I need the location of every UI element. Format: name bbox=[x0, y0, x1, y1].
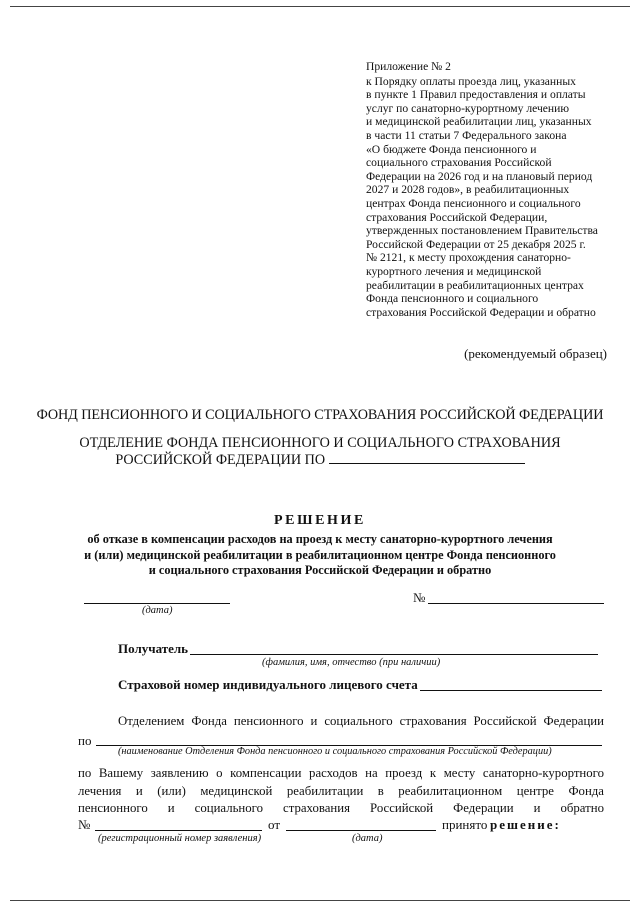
date-caption: (дата) bbox=[142, 605, 173, 616]
appendix-block bbox=[366, 60, 628, 319]
fund-name: ФОНД ПЕНСИОННОГО И СОЦИАЛЬНОГО СТРАХОВАНИЯ РОССИЙСКОЙ ФЕДЕРАЦИИ bbox=[36, 407, 604, 423]
from-label: от bbox=[268, 817, 281, 832]
number-label: № bbox=[413, 590, 426, 605]
branch-line-2-text: РОССИЙСКОЙ ФЕДЕРАЦИИ ПО bbox=[115, 452, 326, 468]
appendix-line: и медицинской реабилитации лиц, указанных bbox=[366, 115, 592, 129]
appendix-line: № 2121, к месту прохождения санаторно- bbox=[366, 251, 571, 265]
branch-line-2 bbox=[0, 451, 640, 468]
decision-title: РЕШЕНИЕ bbox=[274, 513, 366, 528]
snils-label: Страховой номер индивидуального лицевого счета bbox=[118, 677, 418, 692]
decision-word: решение: bbox=[490, 817, 561, 832]
reg-number-field[interactable] bbox=[95, 830, 262, 831]
number-field[interactable] bbox=[428, 603, 604, 604]
appendix-line: Федерации на 2026 год и на плановый период bbox=[366, 169, 593, 183]
snils-field[interactable] bbox=[420, 690, 602, 691]
reg-number-caption: (регистрационный номер заявления) bbox=[98, 833, 262, 844]
appendix-line: страхования Российской Федерации, bbox=[366, 210, 548, 224]
branch-caption: (наименование Отделения Фонда пенсионного и социального страхования Российской Федерации) bbox=[118, 746, 552, 757]
appendix-line: 2027 и 2028 годов», в реабилитационных bbox=[366, 183, 570, 197]
statement-line-2: лечения и (или) медицинской реабилитации в реабилитационном центре Фонда bbox=[78, 784, 604, 798]
appendix-line: «О бюджете Фонда пенсионного и bbox=[366, 142, 537, 156]
decision-subtitle-line: и (или) медицинской реабилитации в реабилитационном центре Фонда пенсионного bbox=[84, 547, 556, 562]
decision-subtitle bbox=[0, 532, 640, 579]
appendix-line: в пункте 1 Правил предоставления и оплаты bbox=[366, 88, 586, 102]
decision-subtitle-line: и социального страхования Российской Федерации и обратно bbox=[148, 563, 492, 578]
appendix-line: Фонда пенсионного и социального bbox=[366, 292, 539, 306]
reg-number-label: № bbox=[78, 817, 91, 832]
appendix-line: в части 11 статьи 7 Федерального закона bbox=[366, 128, 567, 142]
branch-region-field[interactable] bbox=[329, 451, 525, 464]
recipient-caption: (фамилия, имя, отчество (при наличии) bbox=[262, 657, 441, 668]
appendix-line: страхования Российской Федерации и обратно bbox=[366, 305, 596, 319]
sample-note: (рекомендуемый образец) bbox=[464, 346, 607, 361]
appendix-line: центрах Фонда пенсионного и социального bbox=[366, 196, 581, 210]
reg-date-field[interactable] bbox=[286, 830, 436, 831]
appendix-line: курортного лечения и медицинской bbox=[366, 264, 542, 278]
po-label: по bbox=[78, 733, 92, 748]
branch-name bbox=[0, 435, 640, 468]
branch-intro: Отделением Фонда пенсионного и социального страхования Российской Федерации bbox=[118, 714, 604, 728]
appendix-line: утвержденных постановлением Правительства bbox=[366, 224, 598, 238]
reg-date-caption: (дата) bbox=[352, 833, 383, 844]
statement-line-3: пенсионного и социального страхования Российской Федерации и обратно bbox=[78, 801, 604, 815]
appendix-line: реабилитации в реабилитационных центрах bbox=[366, 278, 584, 292]
decision-subtitle-line: об отказе в компенсации расходов на проезд к месту санаторно-курортного лечения bbox=[87, 532, 553, 546]
appendix-line: социального страхования Российской bbox=[366, 156, 552, 170]
appendix-line: Российской Федерации от 25 декабря 2025 г. bbox=[366, 237, 586, 251]
recipient-label: Получатель bbox=[118, 641, 189, 656]
date-field[interactable] bbox=[84, 603, 230, 604]
page-top-border bbox=[10, 6, 630, 7]
appendix-line: к Порядку оплаты проезда лиц, указанных bbox=[366, 74, 576, 88]
accepted-label: принято bbox=[442, 817, 488, 832]
statement-line-1: по Вашему заявлению о компенсации расходов на проезд к месту санаторно-курортного bbox=[78, 766, 604, 780]
appendix-title: Приложение № 2 bbox=[366, 60, 451, 73]
recipient-field[interactable] bbox=[190, 654, 598, 655]
page-bottom-border bbox=[10, 900, 630, 901]
branch-line-1: ОТДЕЛЕНИЕ ФОНДА ПЕНСИОННОГО И СОЦИАЛЬНОГО СТРАХОВАНИЯ bbox=[79, 435, 561, 451]
appendix-line: услуг по санаторно-курортному лечению bbox=[366, 101, 570, 115]
